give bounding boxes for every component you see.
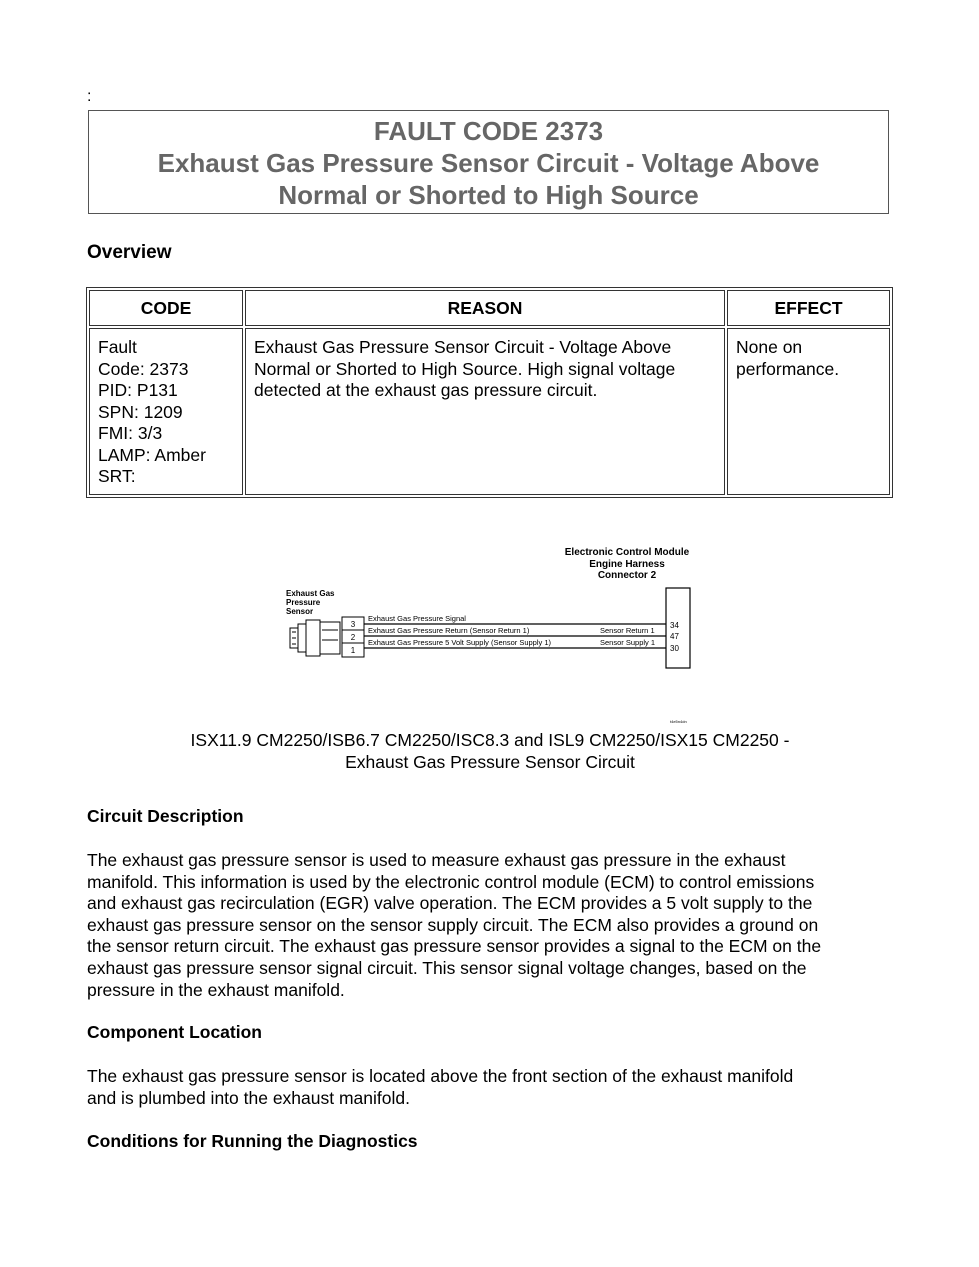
code-cell <box>89 328 243 495</box>
wire-label-signal: Exhaust Gas Pressure Signal <box>368 614 466 623</box>
wire-right-label-supply: Sensor Supply 1 <box>600 638 656 647</box>
fault-code-table <box>86 287 893 498</box>
fault-title-line-2: Exhaust Gas Pressure Sensor Circuit - Voltage Above <box>157 148 820 178</box>
sensor-pin-2: 2 <box>350 633 356 642</box>
fault-title-box <box>88 110 889 214</box>
circuit-description-text <box>87 850 897 1001</box>
ecm-pin-34: 34 <box>670 621 679 630</box>
reason-line: Normal or Shorted to High Source. High signal voltage <box>254 358 676 379</box>
wire-right-label-return: Sensor Return 1 <box>600 626 655 635</box>
ecm-label-2: Engine Harness <box>589 559 665 570</box>
figure-id: t4e5n4dn <box>670 719 687 724</box>
circuit-description-heading: Circuit Description <box>87 806 244 826</box>
wiring-diagram-svg <box>280 540 700 730</box>
ecm-pin-30: 30 <box>670 644 679 653</box>
table-row <box>89 328 890 495</box>
reason-line: detected at the exhaust gas pressure circuit. <box>254 380 598 400</box>
effect-line: performance. <box>736 358 840 379</box>
fault-code-title: FAULT CODE 2373 <box>373 116 604 146</box>
paragraph-line: manifold. This information is used by the electronic control module (ECM) to control emissions <box>87 871 815 892</box>
fault-title-line-3: Normal or Shorted to High Source <box>278 180 699 210</box>
table-header-row <box>89 290 890 326</box>
overview-heading: Overview <box>87 242 172 263</box>
figure-caption <box>90 729 890 773</box>
paragraph-line: exhaust gas pressure sensor signal circuit. This sensor signal voltage changes, based on the <box>87 957 807 978</box>
ecm-pin-47: 47 <box>670 632 679 641</box>
code-line: Code: 2373 <box>98 358 189 379</box>
paragraph-line: The exhaust gas pressure sensor is located above the front section of the exhaust manifold <box>87 1066 794 1086</box>
sensor-icon <box>290 620 340 656</box>
caption-line-1: ISX11.9 CM2250/ISB6.7 CM2250/ISC8.3 and ISL9 CM2250/ISX15 CM2250 - <box>190 730 790 750</box>
code-line: FMI: 3/3 <box>98 423 163 443</box>
caption-line-2: Exhaust Gas Pressure Sensor Circuit <box>345 752 635 772</box>
reason-cell <box>245 328 725 495</box>
paragraph-line: exhaust gas pressure sensor on the sensor supply circuit. The ECM also provides a ground on <box>87 914 819 935</box>
ecm-label-3: Connector 2 <box>597 570 657 581</box>
paragraph-line: pressure in the exhaust manifold. <box>87 979 345 1000</box>
component-location-heading: Component Location <box>87 1022 262 1042</box>
header-effect: EFFECT <box>727 290 890 326</box>
paragraph-line: and is plumbed into the exhaust manifold. <box>87 1087 410 1108</box>
header-code: CODE <box>89 290 243 326</box>
component-location-text <box>87 1066 897 1109</box>
wire-label-supply: Exhaust Gas Pressure 5 Volt Supply (Sensor Supply 1) <box>368 638 552 647</box>
effect-cell <box>727 328 890 495</box>
paragraph-line: and exhaust gas recirculation (EGR) valve operation. The ECM provides a 5 volt supply to the <box>87 893 813 914</box>
paragraph-line: the sensor return circuit. The exhaust gas pressure sensor provides a signal to the ECM on the <box>87 936 822 957</box>
wire-label-return: Exhaust Gas Pressure Return (Sensor Return 1) <box>368 626 530 635</box>
sensor-pin-3: 3 <box>350 620 356 629</box>
sensor-pin-1: 1 <box>350 646 356 655</box>
code-line: SPN: 1209 <box>98 401 183 422</box>
conditions-heading: Conditions for Running the Diagnostics <box>87 1131 418 1151</box>
code-line: LAMP: Amber <box>98 444 206 465</box>
sensor-label-2: Pressure <box>286 598 321 607</box>
code-line: Fault <box>98 337 137 357</box>
header-reason: REASON <box>245 290 725 326</box>
effect-line: None on <box>736 337 803 357</box>
sensor-label-3: Sensor <box>286 607 314 616</box>
code-line: PID: P131 <box>98 380 178 400</box>
wiring-diagram <box>280 540 700 730</box>
reason-line: Exhaust Gas Pressure Sensor Circuit - Voltage Above <box>254 337 672 357</box>
code-line: SRT: <box>98 466 136 486</box>
sensor-label-1: Exhaust Gas <box>286 589 335 598</box>
ecm-label-1: Electronic Control Module <box>564 547 690 558</box>
paragraph-line: The exhaust gas pressure sensor is used to measure exhaust gas pressure in the exhaust <box>87 850 786 870</box>
page-colon: : <box>87 88 92 105</box>
